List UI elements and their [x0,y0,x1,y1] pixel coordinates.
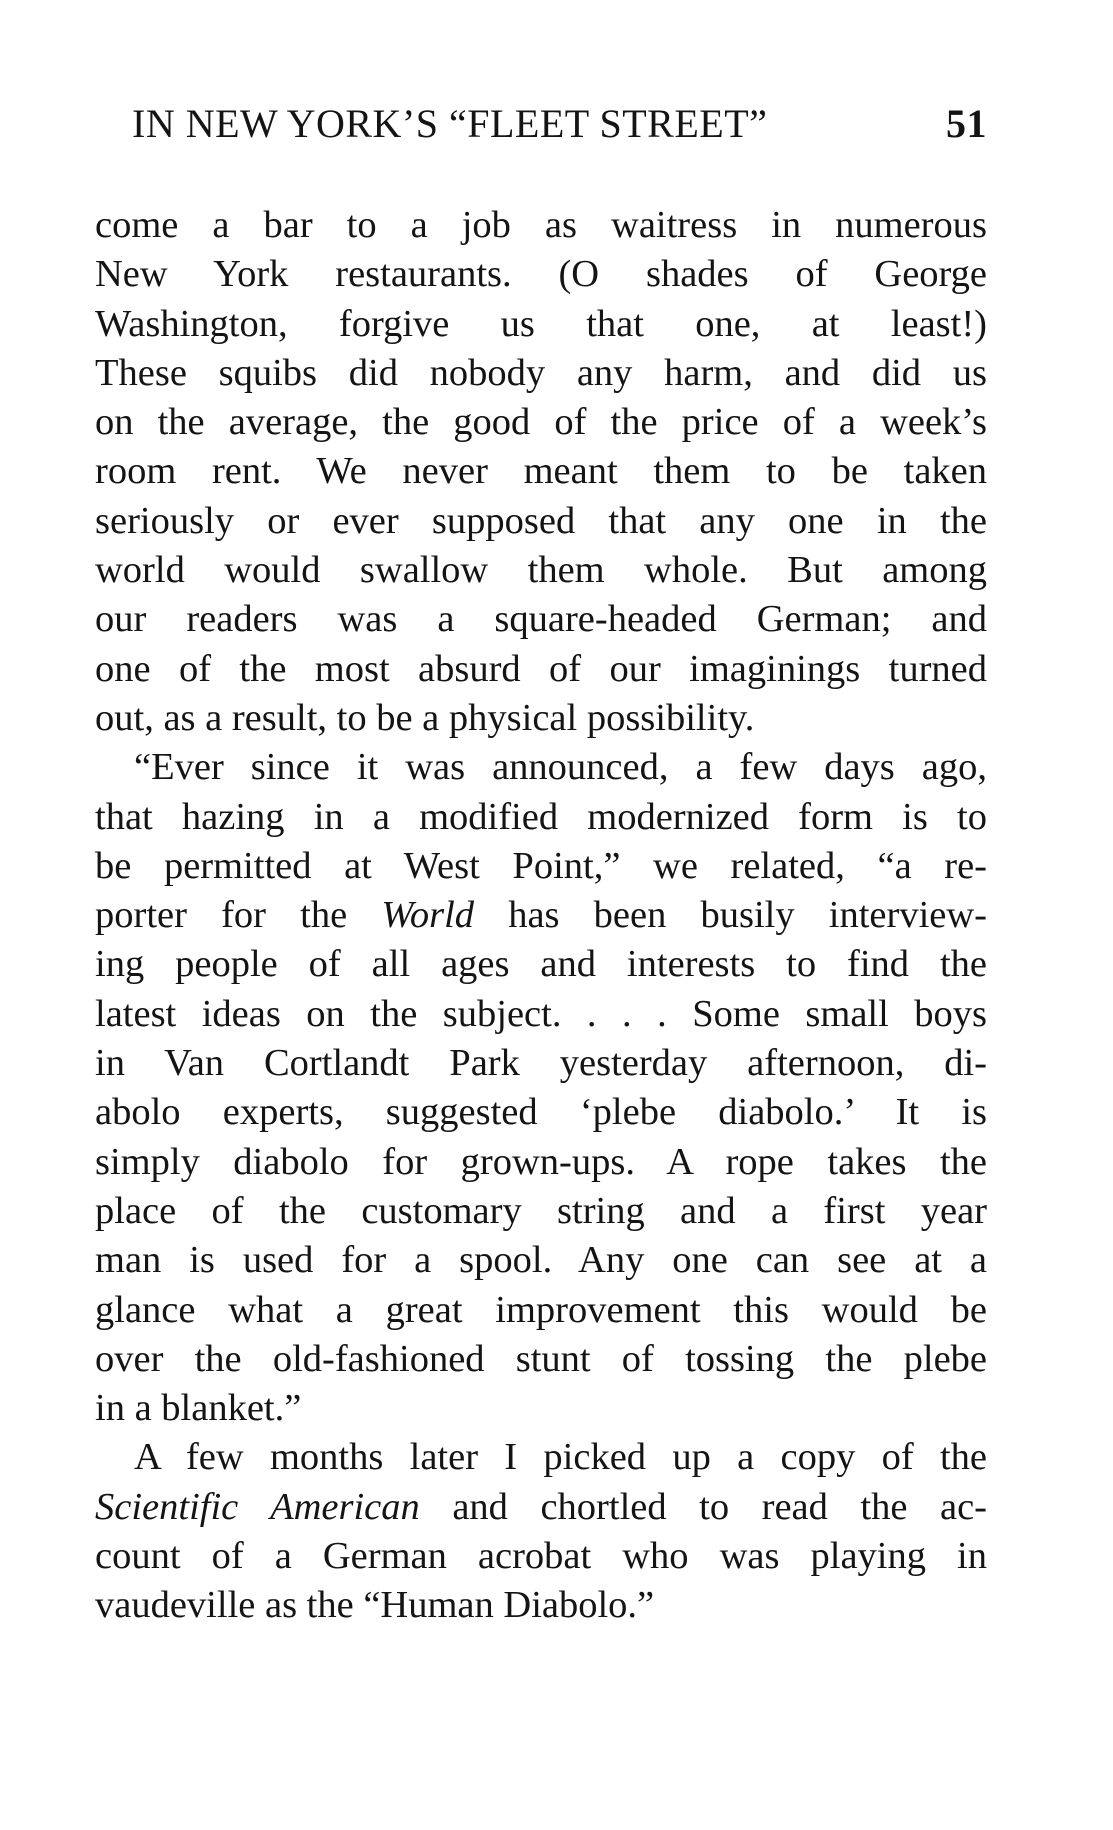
text-line: room rent. We never meant them to be taken [95,450,987,493]
text-line: A few months later I picked up a copy of the [134,1436,987,1479]
text-line: one of the most absurd of our imaginings turned [95,647,987,690]
page-number: 51 [946,101,987,146]
text-line: be permitted at West Point,” we related, “a re- [95,844,987,887]
text-segment: has been busily interview- [508,894,987,937]
text-line [95,1483,987,1532]
text-segment: and chortled to read the ac- [452,1485,987,1528]
text-line: seriously or ever supposed that any one in the [95,499,987,542]
running-head [132,96,987,152]
text-line: “Ever since it was announced, a few days ago, [134,746,987,789]
text-line: latest ideas on the subject. . . . Some small boys [95,992,987,1035]
text-line: in a blanket.” [95,1387,302,1430]
text-line: on the average, the good of the price of a week’s [95,401,987,444]
text-line: ing people of all ages and interests to find the [95,943,987,986]
publication-title-scientific-american: Scientific American [95,1485,420,1528]
text-line: our readers was a square-headed German; and [95,598,987,641]
text-segment: porter for the [95,894,348,937]
body-text [95,201,987,1631]
text-line: world would swallow them whole. But among [95,549,987,592]
text-line: New York restaurants. (O shades of George [95,253,987,296]
text-line: glance what a great improvement this would be [95,1288,987,1331]
publication-title-world: World [381,894,475,937]
text-line: in Van Cortlandt Park yesterday afternoon, di- [95,1042,987,1085]
text-line: man is used for a spool. Any one can see at a [95,1239,987,1282]
text-line: abolo experts, suggested ‘plebe diabolo.’ It is [95,1091,987,1134]
text-line: come a bar to a job as waitress in numerous [95,204,987,246]
text-line [95,891,987,940]
text-line: simply diabolo for grown-ups. A rope takes the [95,1140,987,1183]
text-line: count of a German acrobat who was playing in [95,1535,987,1578]
text-line: These squibs did nobody any harm, and did us [95,351,987,394]
text-line: that hazing in a modified modernized form is to [95,795,987,838]
text-line: out, as a result, to be a physical possibility. [95,696,755,739]
text-line: Washington, forgive us that one, at least!) [95,302,987,345]
text-line: over the old-fashioned stunt of tossing the plebe [95,1337,987,1380]
text-line: place of the customary string and a first year [95,1189,987,1232]
text-line: vaudeville as the “Human Diabolo.” [95,1584,655,1627]
running-head-title: IN NEW YORK’S “FLEET STREET” [132,101,768,146]
